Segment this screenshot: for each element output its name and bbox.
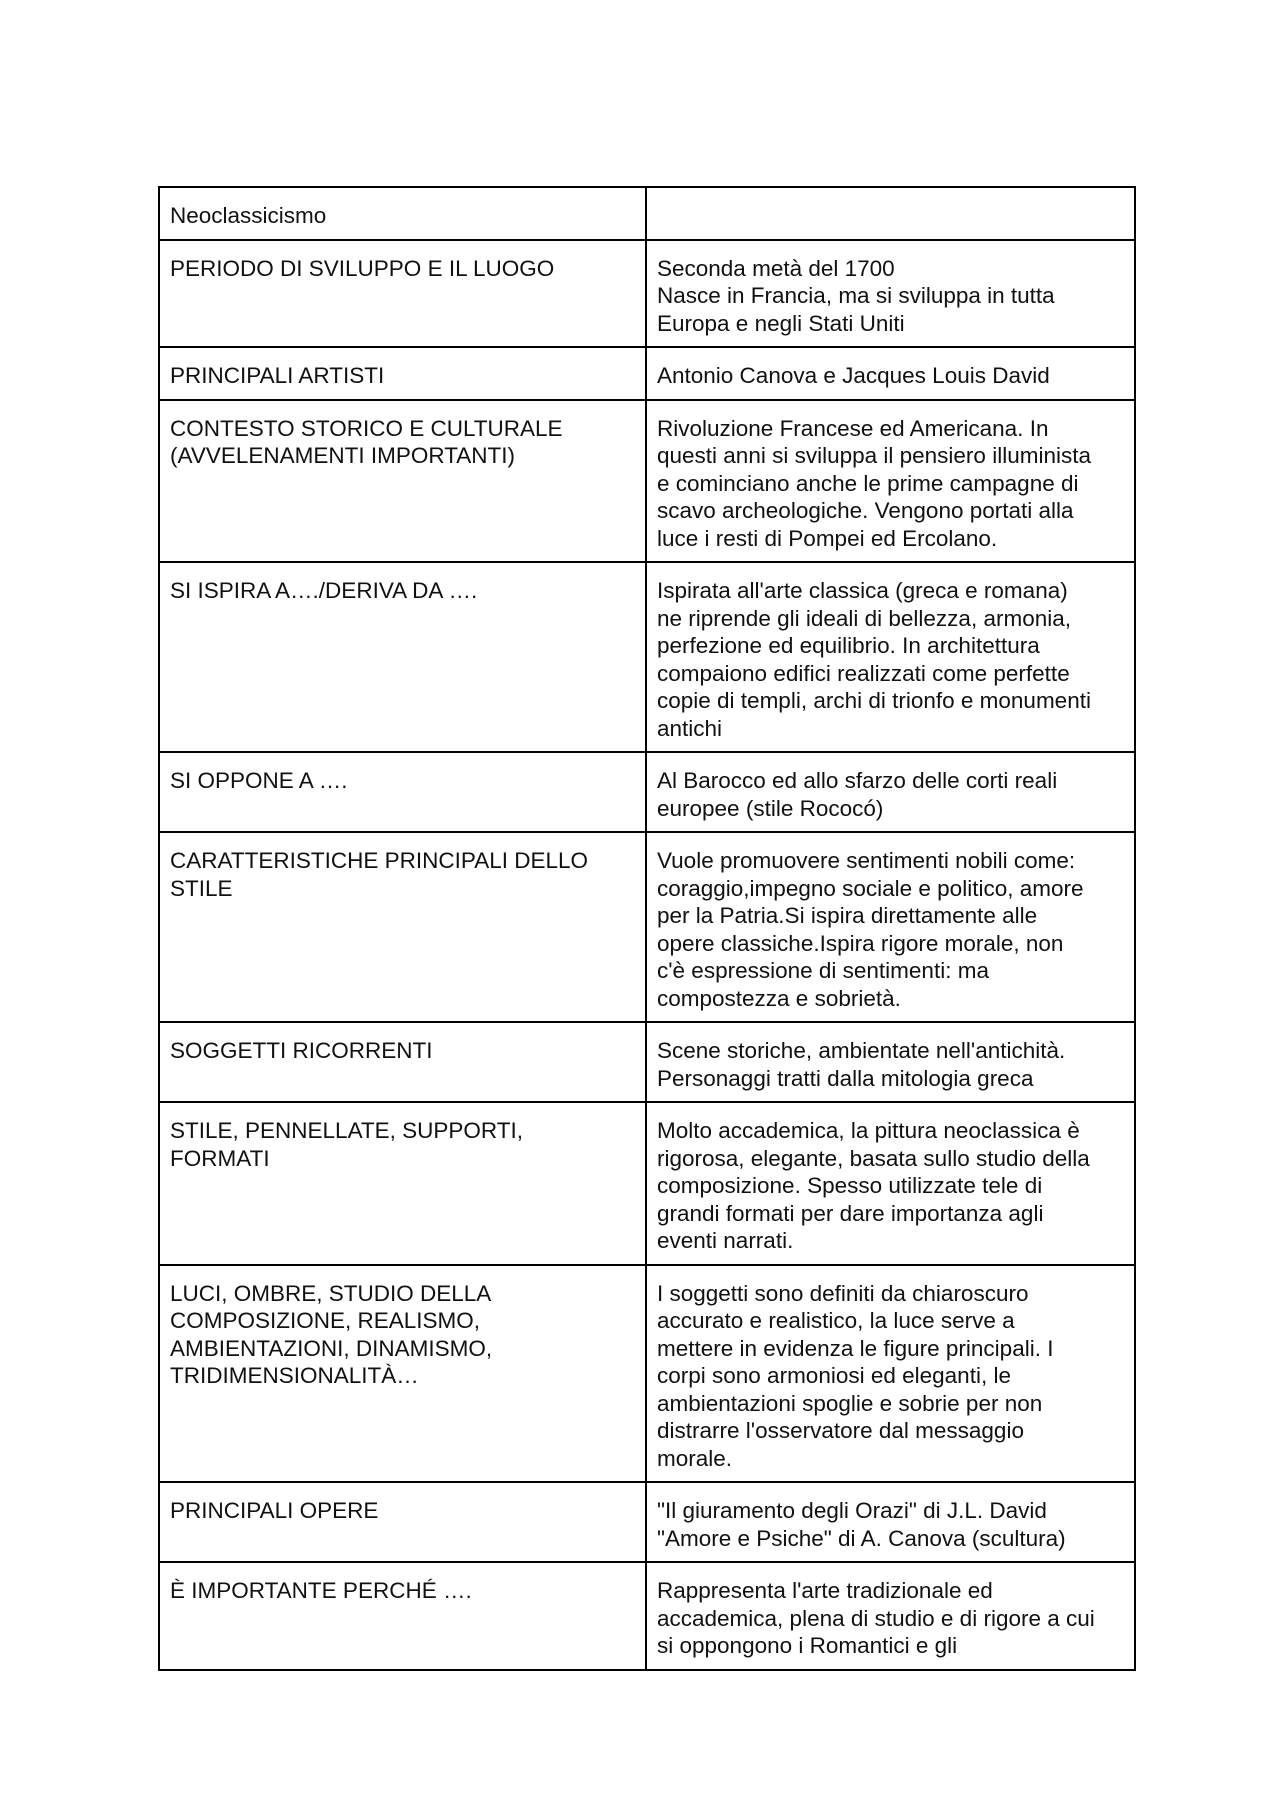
row-label-line: CARATTERISTICHE PRINCIPALI DELLO	[170, 848, 588, 873]
row-label-line: PRINCIPALI OPERE	[170, 1498, 379, 1523]
row-value-line: Al Barocco ed allo sfarzo delle corti reali	[657, 768, 1058, 793]
row-label-line: CONTESTO STORICO E CULTURALE	[170, 415, 563, 441]
table-title-row	[159, 187, 1135, 240]
row-value-line: questi anni si sviluppa il pensiero illuminista	[657, 443, 1091, 468]
row-value-line: mettere in evidenza le figure principali. I	[657, 1335, 1054, 1361]
row-label-cell	[159, 562, 646, 752]
row-label-line: SI ISPIRA A…./DERIVA DA ….	[170, 578, 478, 603]
row-value-cell	[646, 400, 1135, 563]
table-row	[159, 240, 1135, 348]
table-row	[159, 832, 1135, 1022]
row-label-line: PERIODO DI SVILUPPO E IL LUOGO	[170, 255, 555, 281]
row-value-line: Nasce in Francia, ma si sviluppa in tutta	[657, 283, 1055, 308]
row-value-cell	[646, 240, 1135, 348]
table-row	[159, 1022, 1135, 1102]
row-label-cell	[159, 1562, 646, 1670]
row-value-line: composizione. Spesso utilizzate tele di	[657, 1173, 1043, 1198]
row-value-cell	[646, 1562, 1135, 1670]
row-value-line: "Amore e Psiche" di A. Canova (scultura)	[657, 1525, 1066, 1551]
row-label-line: SI OPPONE A ….	[170, 768, 348, 793]
row-label-cell	[159, 1265, 646, 1483]
row-label-cell	[159, 832, 646, 1022]
row-label-line: LUCI, OMBRE, STUDIO DELLA	[170, 1280, 492, 1306]
row-value-line: Seconda metà del 1700	[657, 255, 895, 281]
row-value-line: Europa e negli Stati Uniti	[657, 310, 905, 336]
row-value-line: Vuole promuovere sentimenti nobili come:	[657, 848, 1076, 873]
row-value-line: compaiono edifici realizzati come perfette	[657, 660, 1070, 686]
row-value-line: eventi narrati.	[657, 1228, 794, 1253]
row-value-line: Rappresenta l'arte tradizionale ed	[657, 1578, 993, 1603]
row-value-line: accademica, plena di studio e di rigore a cui	[657, 1605, 1095, 1631]
row-value-line: Antonio Canova e Jacques Louis David	[657, 363, 1050, 388]
row-label-line: AMBIENTAZIONI, DINAMISMO,	[170, 1335, 493, 1361]
table-row	[159, 1265, 1135, 1483]
row-value-line: morale.	[657, 1445, 733, 1471]
row-label-cell	[159, 1022, 646, 1102]
row-value-cell	[646, 1265, 1135, 1483]
row-value-line: distrarre l'osservatore dal messaggio	[657, 1418, 1024, 1443]
row-value-cell	[646, 1102, 1135, 1265]
row-label-line: STILE	[170, 875, 233, 901]
row-value-line: I soggetti sono definiti da chiaroscuro	[657, 1280, 1029, 1306]
title-value-text	[657, 202, 1124, 230]
table-row	[159, 347, 1135, 400]
table-row	[159, 400, 1135, 563]
row-value-line: "Il giuramento degli Orazi" di J.L. David	[657, 1498, 1047, 1523]
row-label-line: PRINCIPALI ARTISTI	[170, 363, 385, 388]
row-value-cell	[646, 832, 1135, 1022]
row-value-line: c'è espressione di sentimenti: ma	[657, 958, 989, 983]
row-value-cell	[646, 562, 1135, 752]
row-value-cell	[646, 1022, 1135, 1102]
row-value-line: copie di templi, archi di trionfo e monumenti	[657, 688, 1091, 713]
neoclassicism-table	[158, 186, 1136, 1671]
row-value-line: si oppongono i Romantici e gli	[657, 1633, 958, 1658]
row-label-cell	[159, 240, 646, 348]
row-value-line: scavo archeologiche. Vengono portati alla	[657, 498, 1074, 523]
row-value-line: ne riprende gli ideali di bellezza, armonia,	[657, 605, 1071, 631]
table-row	[159, 562, 1135, 752]
title-value-cell	[646, 187, 1135, 240]
row-value-line: e cominciano anche le prime campagne di	[657, 470, 1079, 496]
table-row	[159, 1102, 1135, 1265]
row-value-line: grandi formati per dare importanza agli	[657, 1200, 1044, 1226]
row-label-cell	[159, 1102, 646, 1265]
row-label-line: STILE, PENNELLATE, SUPPORTI,	[170, 1118, 524, 1143]
row-value-line: Personaggi tratti dalla mitologia greca	[657, 1065, 1034, 1091]
row-label-cell	[159, 400, 646, 563]
row-value-line: ambientazioni spoglie e sobrie per non	[657, 1390, 1043, 1416]
row-value-line: corpi sono armoniosi ed eleganti, le	[657, 1363, 1011, 1388]
table-row	[159, 1562, 1135, 1670]
row-value-line: opere classiche.Ispira rigore morale, non	[657, 930, 1064, 956]
row-value-line: compostezza e sobrietà.	[657, 985, 901, 1011]
row-value-line: rigorosa, elegante, basata sullo studio della	[657, 1145, 1090, 1171]
row-value-line: europee (stile Rococó)	[657, 795, 884, 821]
row-value-line: accurato e realistico, la luce serve a	[657, 1308, 1015, 1333]
table-row	[159, 1482, 1135, 1562]
row-value-line: Rivoluzione Francese ed Americana. In	[657, 415, 1049, 441]
row-label-line: SOGGETTI RICORRENTI	[170, 1038, 433, 1063]
row-value-line: per la Patria.Si ispira direttamente alle	[657, 903, 1038, 928]
row-label-line: FORMATI	[170, 1145, 270, 1171]
row-value-cell	[646, 752, 1135, 832]
row-value-cell	[646, 1482, 1135, 1562]
row-value-line: Scene storiche, ambientate nell'antichità.	[657, 1038, 1066, 1063]
row-value-cell	[646, 347, 1135, 400]
row-label-cell	[159, 347, 646, 400]
row-value-line: coraggio,impegno sociale e politico, amore	[657, 875, 1084, 901]
row-value-line: Molto accademica, la pittura neoclassica è	[657, 1118, 1080, 1143]
row-label-cell	[159, 752, 646, 832]
row-value-line: antichi	[657, 715, 723, 741]
row-value-line: perfezione ed equilibrio. In architettura	[657, 633, 1040, 658]
row-label-line: COMPOSIZIONE, REALISMO,	[170, 1308, 481, 1333]
row-value-line: Ispirata all'arte classica (greca e romana)	[657, 578, 1068, 603]
row-label-line: È IMPORTANTE PERCHÉ ….	[170, 1578, 472, 1603]
table-row	[159, 752, 1135, 832]
row-label-cell	[159, 1482, 646, 1562]
row-label-line: TRIDIMENSIONALITÀ…	[170, 1363, 419, 1388]
row-label-line: (AVVELENAMENTI IMPORTANTI)	[170, 443, 516, 468]
title-text: Neoclassicismo	[170, 203, 327, 228]
row-value-line: luce i resti di Pompei ed Ercolano.	[657, 525, 998, 551]
title-cell	[159, 187, 646, 240]
